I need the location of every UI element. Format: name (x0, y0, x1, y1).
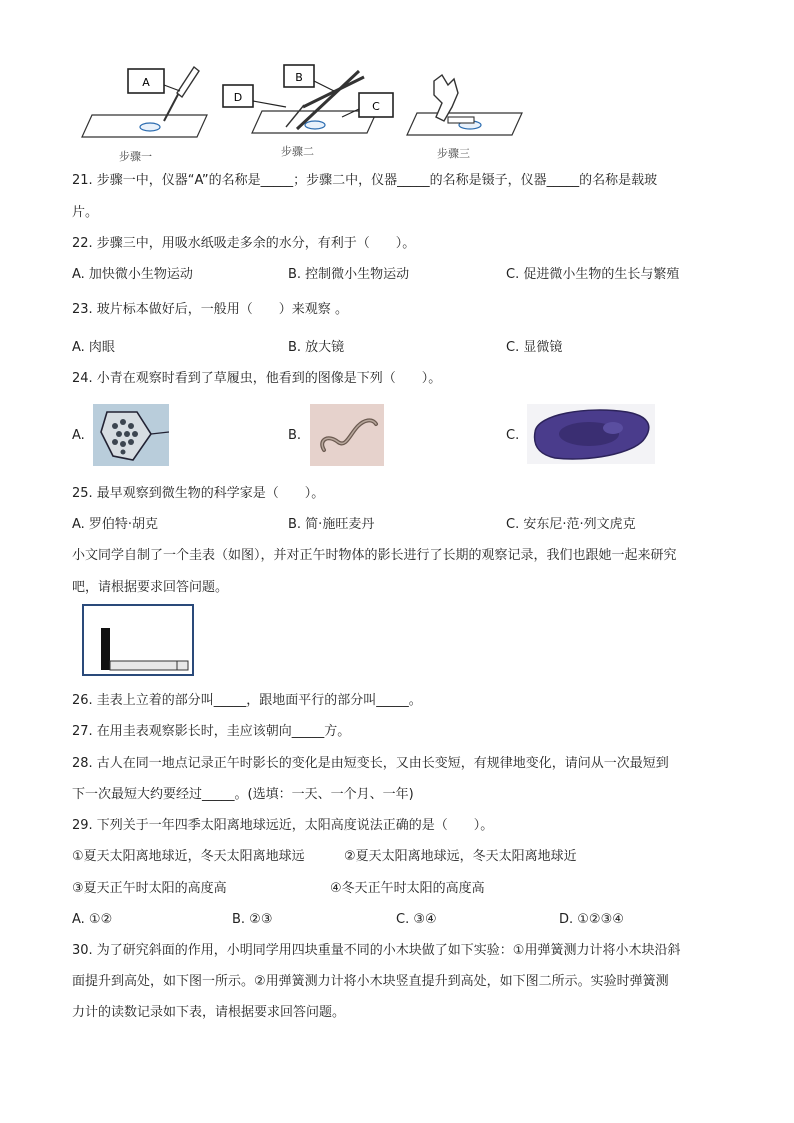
q30-line3: 力计的读数记录如下表，请根据要求回答问题。 (72, 1005, 346, 1020)
step1-slide (82, 67, 207, 137)
q23-option-b: B. 放大镜 (288, 340, 345, 355)
q22-option-c: C. 促进微小生物的生长与繁殖 (506, 267, 680, 282)
step2-slide (223, 65, 393, 133)
q28-line2: 下一次最短大约要经过_____。(选填：一天、一个月、一年) (72, 787, 414, 802)
q29-option-c: C. ③④ (396, 912, 437, 927)
gnomon-base-icon (110, 661, 188, 670)
q25-option-c: C. 安东尼·范·列文虎克 (506, 517, 636, 532)
q24-option-b-label: B. (288, 428, 302, 443)
q30-line2: 面提升到高处，如下图一所示。②用弹簧测力计将小木块竖直提升到高处，如下图二所示。实验时弹簧测 (72, 974, 669, 989)
q24-option-b-image (310, 404, 384, 466)
label-d: D (233, 91, 243, 104)
label-c: C (372, 100, 380, 113)
step3-slide (407, 75, 522, 135)
q21-line2: 片。 (72, 205, 99, 220)
q29-statement-4: ④冬天正午时太阳的高度高 (330, 881, 485, 896)
q28-line1: 28. 古人在同一地点记录正午时影长的变化是由短变长，又由长变短，有规律地变化，请问从一次最短到 (72, 756, 669, 771)
q24-option-c-label: C. (506, 428, 520, 443)
q26-stem: 26. 圭表上立着的部分叫_____，跟地面平行的部分叫_____。 (72, 693, 422, 708)
q22-option-a: A. 加快微小生物运动 (72, 267, 193, 282)
q29-statement-2: ②夏天太阳离地球远，冬天太阳离地球近 (344, 849, 577, 864)
q23-option-c: C. 显微镜 (506, 340, 563, 355)
q23-stem: 23. 玻片标本做好后，一般用（ ）来观察 。 (72, 302, 348, 317)
caption-step3: 步骤三 (437, 147, 470, 160)
q29-option-d: D. ①②③④ (559, 912, 624, 927)
intro-line2: 吧，请根据要求回答问题。 (72, 580, 229, 595)
q29-option-b: B. ②③ (232, 912, 273, 927)
q22-stem: 22. 步骤三中，用吸水纸吸走多余的水分，有利于（ ）。 (72, 236, 416, 251)
q24-option-c-image (527, 404, 655, 464)
q29-stem: 29. 下列关于一年四季太阳离地球远近，太阳高度说法正确的是（ ）。 (72, 818, 494, 833)
label-a: A (142, 76, 150, 89)
gnomon-figure (82, 604, 194, 676)
q21-line1: 21. 步骤一中，仪器“A”的名称是_____；步骤二中，仪器_____的名称是镊子，仪器_____的名称是载玻 (72, 173, 658, 188)
intro-line1: 小文同学自制了一个圭表（如图），并对正午时物体的影长进行了长期的观察记录，我们也跟她一起来研究 (72, 548, 677, 563)
q29-statement-1: ①夏天太阳离地球近，冬天太阳离地球远 (72, 849, 305, 864)
q29-option-a: A. ①② (72, 912, 113, 927)
q25-option-a: A. 罗伯特·胡克 (72, 517, 159, 532)
caption-step2: 步骤二 (281, 145, 314, 158)
q24-option-a-label: A. (72, 428, 85, 443)
q22-option-b: B. 控制微小生物运动 (288, 267, 410, 282)
q24-option-a-image (93, 404, 169, 466)
dropper-icon (164, 67, 199, 121)
caption-step1: 步骤一 (119, 150, 152, 163)
gnomon-upright-icon (101, 628, 110, 670)
q25-stem: 25. 最早观察到微生物的科学家是（ ）。 (72, 486, 325, 501)
q23-option-a: A. 肉眼 (72, 340, 115, 355)
q30-line1: 30. 为了研究斜面的作用，小明同学用四块重量不同的小木块做了如下实验：①用弹簧测力计将小木块沿斜 (72, 943, 681, 958)
q25-option-b: B. 简·施旺麦丹 (288, 517, 375, 532)
q29-statement-3: ③夏天正午时太阳的高度高 (72, 881, 227, 896)
q27-stem: 27. 在用圭表观察影长时，圭应该朝向_____方。 (72, 724, 351, 739)
label-b: B (295, 71, 303, 84)
q24-stem: 24. 小青在观察时看到了草履虫，他看到的图像是下列（ ）。 (72, 371, 442, 386)
